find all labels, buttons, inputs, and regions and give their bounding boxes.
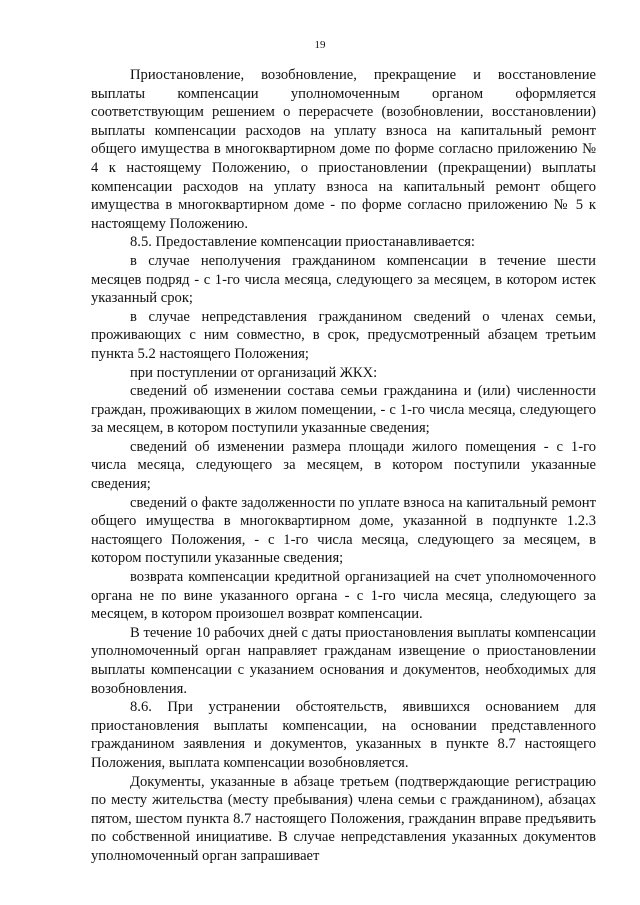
page-number: 19 (314, 39, 326, 51)
paragraph: сведений об изменении состава семьи гражданина и (или) численности граждан, проживающих в жилом помещении, - с 1-го числа месяца, следующего за месяцем, в котором поступили указанные сведения; (91, 383, 596, 437)
paragraph: 8.6. При устранении обстоятельств, явившихся основанием для приостановления выплаты компенсации, на основании представленного гражданином заявления и документов, указанных в пункте 8.7 настоящего Положения, выплата компенсации возобновляется. (91, 699, 596, 771)
paragraph: возврата компенсации кредитной организацией на счет уполномоченного органа не по вине указанного органа - с 1-го числа месяца, следующего за месяцем, в котором произошел возврат компенсации. (91, 569, 596, 623)
paragraph: В течение 10 рабочих дней с даты приостановления выплаты компенсации уполномоченный орган направляет гражданам извещение о приостановлении выплаты компенсации с указанием основания и документов, необходимых для возобновления. (91, 624, 596, 697)
paragraph: в случае непредставления гражданином сведений о членах семьи, проживающих с ним совместно, в срок, предусмотренный абзацем третьим пункта 5.2 настоящего Положения; (91, 308, 596, 362)
paragraph: 8.5. Предоставление компенсации приостанавливается: (130, 234, 475, 251)
paragraph: Документы, указанные в абзаце третьем (подтверждающие регистрацию по месту жительства (месту пребывания) члена семьи с гражданином), абзацах пятом, шестом пункта 8.7 настоящего Положения, гражданин вправе предъявить по собственной инициативе. В случае непредставления указанных документов уполномоченный орган запрашивает (91, 773, 596, 864)
body-text (91, 66, 596, 866)
paragraph: при поступлении от организаций ЖКХ: (130, 364, 378, 381)
paragraph: Приостановление, возобновление, прекращение и восстановление выплаты компенсации уполномоченным органом оформляется соответствующим решением о перерасчете (возобновлении, восстановлении) выплаты компенсации расходов на уплату взноса на капитальный ремонт общего имущества в многоквартирном доме по форме согласно приложению № 4 к настоящему Положению, о приостановлении (прекращении) выплаты компенсации расходов на уплату взноса на капитальный ремонт общего имущества в многоквартирном доме - по форме согласно приложению № 5 к настоящему Положению. (91, 67, 596, 232)
paragraph: сведений об изменении размера площади жилого помещения - с 1-го числа месяца, следующего за месяцем, в котором поступили указанные сведения; (91, 438, 596, 493)
paragraph: в случае неполучения гражданином компенсации в течение шести месяцев подряд - с 1-го числа месяца, следующего за месяцем, в котором истек указанный срок; (91, 252, 596, 307)
paragraph: сведений о факте задолженности по уплате взноса на капитальный ремонт общего имущества в многоквартирном доме, указанной в подпункте 1.2.3 настоящего Положения, - с 1-го числа месяца, следующего за месяцем, в котором поступили указанные сведения; (91, 494, 596, 567)
